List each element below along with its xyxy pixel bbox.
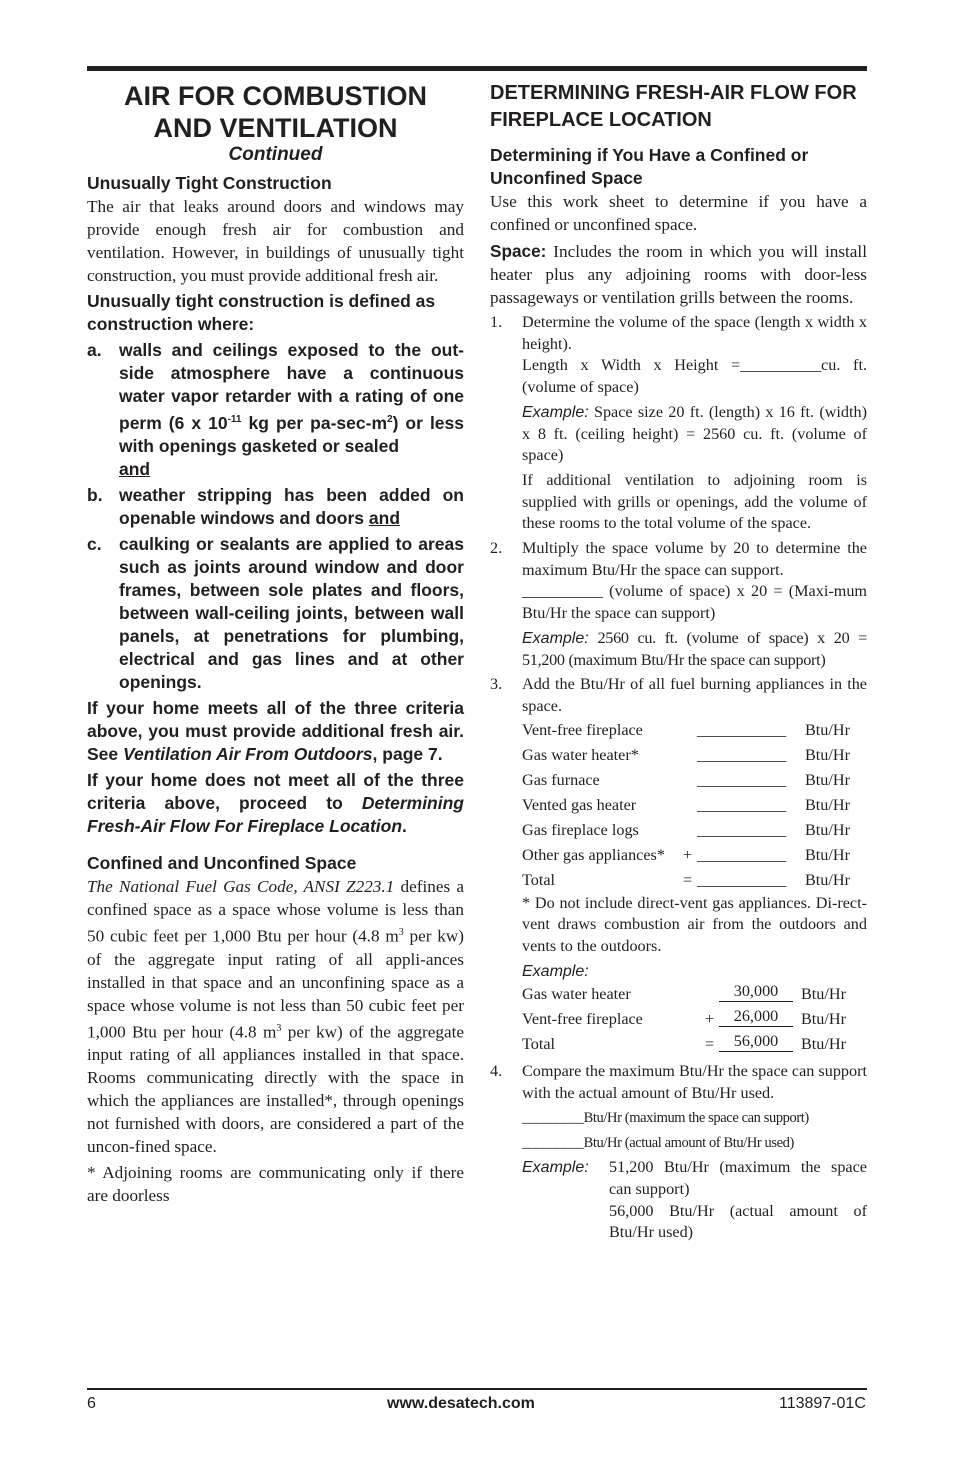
appliance-blank[interactable]: ___________ (697, 845, 787, 864)
appliance-row (522, 868, 867, 893)
worksheet-intro: Use this work sheet to determine if you have a confined or unconfined space. (490, 192, 867, 234)
appliance-operator (683, 743, 697, 768)
appliance-unit: Btu/Hr (805, 795, 850, 814)
example-row (522, 1032, 867, 1057)
criteria-b-text (119, 484, 464, 530)
appliance-label: Vent-free fireplace (522, 720, 643, 739)
example-label: Gas water heater (522, 985, 631, 1004)
criteria-c-text: caulking or sealants are applied to areas such as joints around window and door frames, between sole plates and floors, between wall-ceiling joints, between wall panels, at penetrations for plumbing, electrical and gas lines and at other openings. (119, 533, 464, 692)
left-column (87, 80, 464, 1210)
not-meet-text-1: If your home does not meet all of the three criteria above, proceed to (87, 769, 464, 813)
criteria-a-text-2: kg per pa-sec-m (241, 412, 388, 433)
criteria-a-text-1: walls and ceilings exposed to the out-side atmosphere have a continuous water vapor retarder with a rating of one perm (6 x 10 (119, 340, 464, 433)
appliance-unit: Btu/Hr (805, 745, 850, 764)
example-table (490, 982, 867, 1057)
not-meet-reference-link[interactable]: Determining Fresh-Air Flow For Fireplace Location (87, 792, 464, 836)
example-row (522, 982, 867, 1007)
example-operator (705, 982, 719, 1007)
appliance-row (522, 818, 867, 843)
tight-paragraph: The air that leaks around doors and windows may provide enough fresh air for combustion and ventilation. However, in buildings of unusually tight construction, you must provide additional fresh air. (87, 197, 464, 285)
right-column (490, 80, 867, 1247)
criteria-a-and: and (119, 458, 151, 479)
step-1 (490, 312, 867, 355)
criteria-a-text-3: ) or less with openings gasketed or sealed (119, 412, 465, 456)
step-4-example (522, 1157, 867, 1200)
step-4-line-2 (522, 1133, 867, 1155)
meets-text-1: If your home meets all of the three criteria above, you must provide additional fresh air. See (87, 697, 464, 764)
example-value: 30,000 (719, 982, 793, 1002)
step-2-example-text: 2560 cu. ft. (volume of space) x 20 = 51,200 (maximum Btu/Hr the space can support) (522, 628, 867, 669)
appliance-blank[interactable]: ___________ (697, 870, 787, 889)
section-title (87, 80, 464, 144)
appliance-blank[interactable]: ___________ (697, 770, 787, 789)
step-4-line-2-text: Btu/Hr (actual amount of Btu/Hr used) (583, 1134, 794, 1151)
step-2-example-label: Example: (522, 629, 589, 647)
appliance-row (522, 793, 867, 818)
example-operator: = (705, 1035, 715, 1054)
appliance-row (522, 718, 867, 743)
appliance-label: Gas fireplace logs (522, 820, 639, 839)
step-4-line-1-blank[interactable]: _________ (522, 1109, 584, 1126)
appliance-unit: Btu/Hr (805, 820, 850, 839)
appliance-operator: + (683, 845, 693, 864)
appliance-label: Vented gas heater (522, 795, 637, 814)
not-meet-text-2: . (402, 815, 407, 836)
appliance-unit: Btu/Hr (805, 720, 850, 739)
example-unit: Btu/Hr (801, 985, 846, 1004)
criteria-c (87, 533, 464, 694)
step-4-text: Compare the maximum Btu/Hr the space can support with the actual amount of Btu/Hr used. (522, 1062, 867, 1103)
step-4-example-label: Example: (522, 1159, 589, 1177)
top-rule (87, 66, 867, 71)
appliance-unit: Btu/Hr (805, 845, 850, 864)
appliance-blank[interactable]: ___________ (697, 720, 787, 739)
meets-text-2: , page 7. (372, 743, 443, 764)
step-3-footnote: * Do not include direct-vent gas appliances. Di-rect-vent draws combustion air from the outdoors and vents to the outdoors. (522, 893, 867, 956)
step-1-note: If additional ventilation to adjoining room is supplied with grills or openings, add the volume of these rooms to the total volume of the space. (522, 470, 867, 533)
appliance-operator (683, 768, 697, 793)
step-3-number: 3. (490, 675, 503, 694)
appliance-operator (683, 818, 697, 843)
criteria-b-and: and (368, 507, 401, 528)
confined-sup-2: 3 (276, 1022, 282, 1034)
step-3-example-label: Example: (522, 962, 589, 980)
confined-heading: Confined and Unconfined Space (87, 852, 357, 873)
meets-criteria (87, 697, 464, 766)
step-4-example-2: 56,000 Btu/Hr (actual amount of Btu/Hr used) (609, 1201, 867, 1242)
example-label: Total (522, 1035, 556, 1054)
code-reference: The National Fuel Gas Code, ANSI Z223.1 (87, 876, 395, 896)
criteria-b-marker: b. (87, 484, 103, 505)
example-label: Vent-free fireplace (522, 1010, 643, 1029)
space-definition (490, 240, 867, 309)
appliance-blank[interactable]: ___________ (697, 820, 787, 839)
appliance-operator (683, 793, 697, 818)
appliance-label: Total (522, 870, 556, 889)
confined-text-2: per kw) of the aggregate input rating of all appli-ances installed in that space and an unconfining space as a space whose volume is not less than 50 cubic feet per 1,000 Btu per hour (4.8 m (87, 926, 464, 1042)
criteria-a-text (119, 339, 464, 481)
space-label: Space: (490, 241, 547, 261)
step-2-number: 2. (490, 539, 503, 558)
section-title-line2: AND VENTILATION (153, 113, 398, 143)
example-unit: Btu/Hr (801, 1035, 846, 1054)
criteria-a (87, 339, 464, 481)
example-operator: + (705, 1010, 715, 1029)
step-3-text: Add the Btu/Hr of all fuel burning appliances in the space. (522, 675, 867, 715)
example-value: 26,000 (719, 1007, 793, 1027)
confined-text-3: per kw) of the aggregate input rating of all appliances installed in that space. Rooms communicating directly with the space in which the appliances are installed*, through openings not furnished with doors, are considered a part of the uncon-fined space. (87, 1022, 464, 1157)
criteria-b-text-main: weather stripping has been added on openable windows and doors (119, 484, 464, 528)
not-meet-criteria (87, 769, 464, 838)
appliance-blank[interactable]: ___________ (697, 795, 787, 814)
page-number: 6 (87, 1395, 96, 1412)
appliance-blank[interactable]: ___________ (697, 745, 787, 764)
confined-text-1: defines a confined space as a space whose volume is less than 50 cubic feet per 1,000 Btu per hour (4.8 m (87, 876, 464, 946)
step-1-example-label: Example: (522, 403, 589, 421)
example-value: 56,000 (719, 1032, 793, 1052)
step-1-example (522, 402, 867, 467)
appliance-row (522, 743, 867, 768)
step-2-text: Multiply the space volume by 20 to determine the maximum Btu/Hr the space can support. (522, 539, 867, 579)
appliance-operator: = (683, 870, 693, 889)
criteria-b (87, 484, 464, 530)
step-1-example-text: Space size 20 ft. (length) x 16 ft. (width) x 8 ft. (ceiling height) = 2560 cu. ft. (volume of space) (522, 402, 867, 465)
step-4-example-2-row (609, 1201, 867, 1244)
adjoining-footnote: * Adjoining rooms are communicating only if there are doorless (87, 1163, 464, 1206)
step-2-formula: __________ (volume of space) x 20 = (Maxi-mum Btu/Hr the space can support) (522, 582, 867, 623)
tight-heading: Unusually Tight Construction (87, 173, 332, 193)
space-text: Includes the room in which you will install heater plus any adjoining rooms with door-less passageways or ventilation grills between the rooms. (490, 242, 867, 307)
confined-paragraph (87, 875, 464, 1158)
appliance-row (522, 843, 867, 868)
appliance-unit: Btu/Hr (805, 770, 850, 789)
step-4-number: 4. (490, 1062, 503, 1081)
step-4-line-1 (522, 1108, 867, 1130)
step-1-number: 1. (490, 313, 503, 331)
worksheet-title: DETERMINING FRESH-AIR FLOW FOR FIREPLACE LOCATION (490, 82, 857, 131)
appliance-label: Gas furnace (522, 770, 600, 789)
step-3-example-label-row (522, 961, 867, 983)
appliance-label: Other gas appliances* (522, 845, 665, 864)
step-2 (490, 538, 867, 581)
step-4-line-2-blank[interactable]: _________ (522, 1134, 584, 1151)
meets-reference-link[interactable]: Ventilation Air From Outdoors (123, 743, 373, 764)
step-1-text: Determine the volume of the space (length x width x height). (522, 313, 867, 353)
example-row (522, 1007, 867, 1032)
bottom-rule (87, 1388, 867, 1390)
step-2-example (522, 628, 867, 671)
appliance-operator (683, 718, 697, 743)
step-4-example-1: 51,200 Btu/Hr (maximum the space can support) (609, 1158, 867, 1198)
appliance-row (522, 768, 867, 793)
appliance-unit: Btu/Hr (805, 870, 850, 889)
worksheet-subhead: Determining if You Have a Confined or Unconfined Space (490, 145, 809, 188)
step-3 (490, 674, 867, 717)
step-1-formula: Length x Width x Height =__________cu. ft. (volume of space) (522, 356, 867, 397)
tight-defined: Unusually tight construction is defined as construction where: (87, 291, 436, 334)
criteria-a-sup2: 2 (387, 414, 393, 425)
criteria-c-marker: c. (87, 533, 102, 554)
step-4-line-1-text: Btu/Hr (maximum the space can support) (583, 1109, 809, 1126)
criteria-a-marker: a. (87, 340, 102, 360)
criteria-a-sup1: -11 (227, 414, 242, 425)
appliance-table (490, 718, 867, 893)
section-title-line1: AIR FOR COMBUSTION (124, 81, 427, 111)
website-link[interactable]: www.desatech.com (387, 1395, 535, 1412)
appliance-label: Gas water heater* (522, 745, 639, 764)
continued-label: Continued (228, 144, 323, 165)
document-number: 113897-01C (779, 1395, 866, 1412)
step-4 (490, 1061, 867, 1104)
confined-sup-1: 3 (398, 926, 404, 938)
example-unit: Btu/Hr (801, 1010, 846, 1029)
